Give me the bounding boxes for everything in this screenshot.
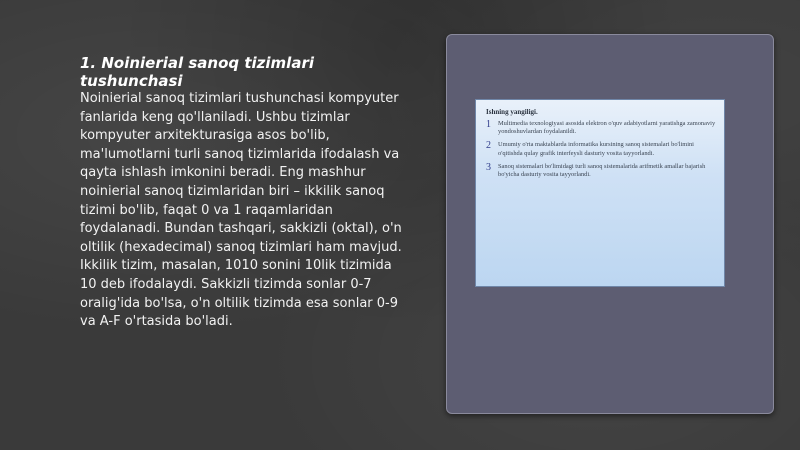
slide-title: 1. Noinierial sanoq tizimlari tushunchasi: [80, 54, 314, 90]
document-item-number: 3: [486, 161, 491, 173]
document-item-text: Multimedia texnologiyasi asosida elektron o'quv adabiyotlarni yaratishga zamonaviy yondoshuvlardan foydalanildi.: [498, 120, 716, 136]
document-item-number: 1: [486, 119, 491, 130]
text-block: [80, 54, 412, 332]
document-list-item: [486, 120, 716, 136]
document-list-item: [486, 141, 716, 157]
document-item-number: 2: [486, 140, 491, 152]
document-heading: Ishning yangiligi.: [486, 108, 538, 116]
slide-body-text: Noinierial sanoq tizimlari tushunchasi kompyuter fanlarida keng qo'llaniladi. Ushbu tizimlar kompyuter arxitekturasiga asos bo'lib, ma'lumotlarni turli sanoq tizimlarida ifodalash va qayta ishlash imkonini beradi. Eng mashhur noinierial sanoq tizimlaridan biri – ikkilik sanoq tizimi bo'lib, faqat 0 va 1 raqamlaridan foydalanadi. Bundan tashqari, sakkizli (oktal), o'n oltilik (hexadecimal) sanoq tizimlari ham mavjud. Ikkilik tizim, masalan, 1010 sonini 10lik tizimida 10 deb ifodalaydi. Sakkizli tizimda sonlar 0-7 oralig'ida bo'lsa, o'n oltilik tizimda esa sonlar 0-9 va A-F o'rtasida bo'ladi.: [80, 91, 402, 330]
document-item-text: Umumiy o'rta maktablarda informatika kursining sanoq sistemalari bo'limini o'qitishda qulay grafik interfeysli dasturiy vosita tayyorlandi.: [498, 141, 694, 157]
document-list-item: [486, 163, 716, 179]
document-image: [475, 99, 725, 287]
document-item-text: Sanoq sistemalari bo'limidagi turli sanoq sistemalarida arifmetik amallar bajarish bo'yicha dasturiy vosita tayyorlandi.: [498, 162, 706, 179]
image-card: [446, 34, 774, 414]
